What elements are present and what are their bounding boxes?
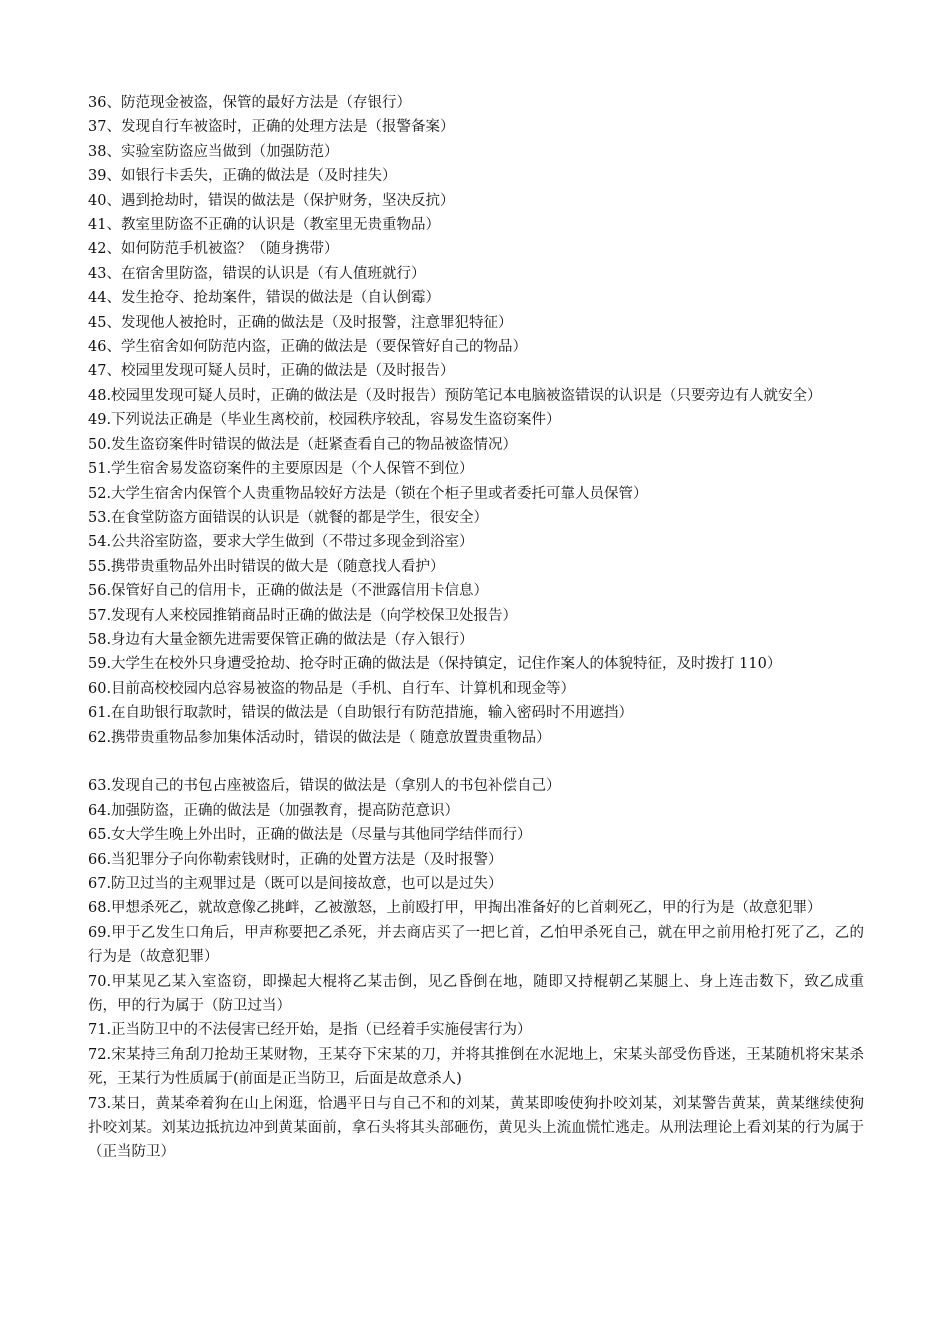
question-59: 59.大学生在校外只身遭受抢劫、抢夺时正确的做法是（保持镇定，记住作案人的体貌特征，及时拨打 110） (88, 656, 782, 673)
question-43: 43、在宿舍里防盗，错误的认识是（有人值班就行） (88, 265, 426, 282)
question-41: 41、教室里防盗不正确的认识是（教室里无贵重物品） (88, 217, 440, 234)
question-73: 73.某日，黄某牵着狗在山上闲逛，恰遇平日与自己不和的刘某，黄某即唆使狗扑咬刘某，刘某警告黄某，黄某继续使狗扑咬刘某。刘某边抵抗边冲到黄某面前，拿石头将其头部砸伤，黄见头上流血慌忙逃走。从刑法理论上看刘某的行为属于（正当防卫） (88, 1095, 864, 1161)
question-60: 60.目前高校校园内总容易被盗的物品是（手机、自行车、计算机和现金等） (88, 680, 576, 697)
question-49: 49.下列说法正确是（毕业生离校前，校园秩序较乱，容易发生盗窃案件） (88, 412, 561, 429)
question-71: 71.正当防卫中的不法侵害已经开始，是指（已经着手实施侵害行为） (88, 1022, 532, 1039)
question-69: 69.甲于乙发生口角后，甲声称要把乙杀死，并去商店买了一把匕首，乙怕甲杀死自己，就在甲之前用枪打死了乙，乙的行为是（故意犯罪） (88, 924, 864, 966)
question-51: 51.学生宿舍易发盗窃案件的主要原因是（个人保管不到位） (88, 461, 474, 478)
document-page (88, 91, 864, 1165)
question-42: 42、如何防范手机被盗？（随身携带） (88, 241, 339, 258)
question-38: 38、实验室防盗应当做到（加强防范） (88, 143, 339, 160)
question-70: 70.甲某见乙某入室盗窃，即操起大棍将乙某击倒，见乙昏倒在地，随即又持棍朝乙某腿上、身上连击数下，致乙成重伤，甲的行为属于（防卫过当） (88, 973, 864, 1015)
question-44: 44、发生抢夺、抢劫案件，错误的做法是（自认倒霉） (88, 290, 440, 307)
question-40: 40、遇到抢劫时，错误的做法是（保护财务，坚决反抗） (88, 192, 455, 209)
blank-line (88, 750, 864, 774)
question-36: 36、防范现金被盗，保管的最好方法是（存银行） (88, 95, 411, 111)
question-64: 64.加强防盗，正确的做法是（加强教育，提高防范意识） (88, 802, 460, 819)
question-57: 57.发现有人来校园推销商品时正确的做法是（向学校保卫处报告） (88, 607, 518, 624)
question-66: 66.当犯罪分子向你勒索钱财时，正确的处置方法是（及时报警） (88, 851, 503, 868)
question-50: 50.发生盗窃案件时错误的做法是（赶紧查看自己的物品被盗情况） (88, 436, 518, 453)
question-65: 65.女大学生晚上外出时，正确的做法是（尽量与其他同学结伴而行） (88, 827, 532, 844)
question-58: 58.身边有大量金额先进需要保管正确的做法是（存入银行） (88, 631, 474, 648)
question-47: 47、校园里发现可疑人员时，正确的做法是（及时报告） (88, 363, 455, 380)
question-61: 61.在自助银行取款时，错误的做法是（自助银行有防范措施，输入密码时不用遮挡） (88, 705, 634, 722)
question-54: 54.公共浴室防盗，要求大学生做到（不带过多现金到浴室） (88, 534, 474, 551)
question-53: 53.在食堂防盗方面错误的认识是（就餐的都是学生，很安全） (88, 509, 489, 526)
question-63: 63.发现自己的书包占座被盗后，错误的做法是（拿别人的书包补偿自己） (88, 778, 561, 795)
question-56: 56.保管好自己的信用卡，正确的做法是（不泄露信用卡信息） (88, 583, 489, 600)
question-45: 45、发现他人被抢时，正确的做法是（及时报警，注意罪犯特征） (88, 314, 513, 331)
question-55: 55.携带贵重物品外出时错误的做大是（随意找人看护） (88, 558, 445, 575)
question-68: 68.甲想杀死乙，就故意像乙挑衅，乙被激怒，上前殴打甲，甲掏出准备好的匕首刺死乙，甲的行为是（故意犯罪） (88, 900, 822, 917)
question-37: 37、发现自行车被盗时，正确的处理方法是（报警备案） (88, 119, 455, 136)
question-67: 67.防卫过当的主观罪过是（既可以是间接故意，也可以是过失） (88, 875, 503, 892)
question-72: 72.宋某持三角刮刀抢劫王某财物，王某夺下宋某的刀，并将其推倒在水泥地上，宋某头部受伤昏迷，王某随机将宋某杀死，王某行为性质属于(前面是正当防卫，后面是故意杀人) (88, 1046, 864, 1088)
question-62: 62.携带贵重物品参加集体活动时，错误的做法是（ 随意放置贵重物品） (88, 729, 551, 746)
question-52: 52.大学生宿舍内保管个人贵重物品较好方法是（锁在个柜子里或者委托可靠人员保管） (88, 485, 648, 502)
question-46: 46、学生宿舍如何防范内盗，正确的做法是（要保管好自己的物品） (88, 339, 527, 356)
question-48: 48.校园里发现可疑人员时，正确的做法是（及时报告）预防笔记本电脑被盗错误的认识是（只要旁边有人就安全） (88, 387, 822, 404)
question-39: 39、如银行卡丢失，正确的做法是（及时挂失） (88, 168, 397, 185)
